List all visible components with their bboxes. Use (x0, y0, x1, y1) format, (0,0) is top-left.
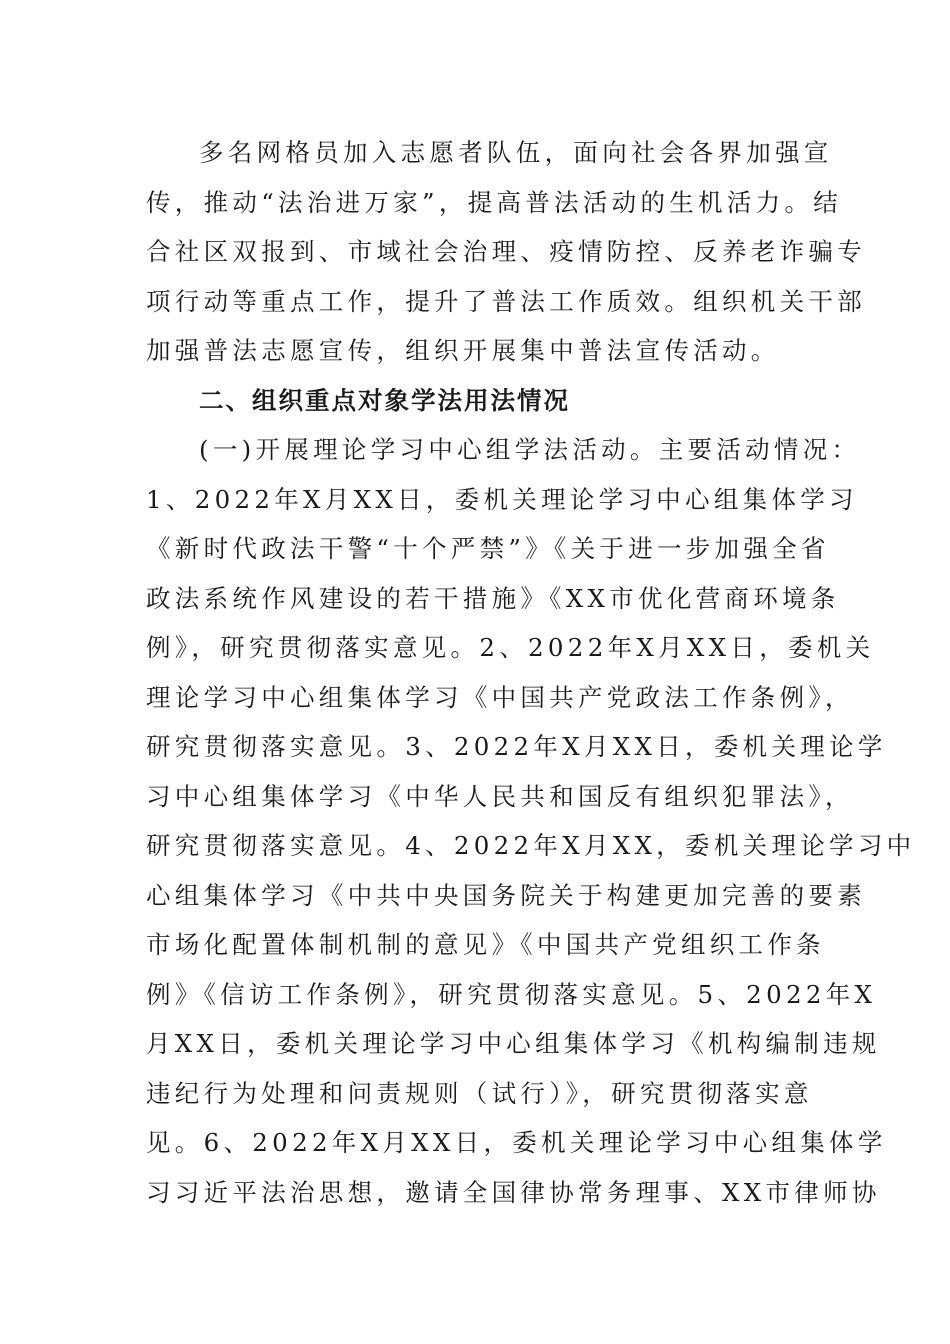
paragraph-line: 《新时代政法干警“十个严禁”》《关于进一步加强全省 (146, 534, 830, 563)
paragraph-line: 见。6、2022年X月XX日，委机关理论学习中心组集体学 (146, 1128, 887, 1157)
paragraph-line: 项行动等重点工作，提升了普法工作质效。组织机关干部 (146, 286, 866, 316)
subsection-heading: (一)开展理论学习中心组学法活动。主要活动情况： (199, 435, 861, 464)
section-heading: 二、组织重点对象学法用法情况 (199, 385, 570, 415)
paragraph-line: 政法系统作风建设的若干措施》《XX市优化营商环境条 (146, 583, 840, 613)
paragraph-line: 传，推动“法治进万家”，提高普法活动的生机活力。结 (146, 187, 843, 217)
paragraph-line: 习习近平法治思想，邀请全国律协常务理事、XX市律师协 (146, 1177, 881, 1207)
paragraph-line: 例》，研究贯彻落实意见。2、2022年X月XX日，委机关 (146, 633, 875, 662)
paragraph-line: 市场化配置体制机制的意见》《中国共产党组织工作条 (146, 930, 825, 959)
paragraph-line: 研究贯彻落实意见。3、2022年X月XX日，委机关理论学 (146, 732, 887, 761)
paragraph-line: 例》《信访工作条例》，研究贯彻落实意见。5、2022年X (146, 979, 877, 1009)
paragraph-line: 违纪行为处理和问责规则（试行）》，研究贯彻落实意 (146, 1078, 813, 1108)
paragraph-line: 多名网格员加入志愿者队伍，面向社会各界加强宣 (199, 138, 833, 167)
document-body (146, 128, 916, 1217)
paragraph-line: 1、2022年X月XX日，委机关理论学习中心组集体学习 (146, 484, 858, 514)
paragraph-line: 加强普法志愿宣传，组织开展集中普法宣传活动。 (146, 336, 780, 365)
paragraph-line: 理论学习中心组集体学习《中国共产党政法工作条例》， (146, 682, 854, 712)
paragraph-line: 月XX日，委机关理论学习中心组集体学习《机构编制违规 (146, 1029, 881, 1058)
paragraph-line: 合社区双报到、市域社会治理、疫情防控、反养老诈骗专 (146, 237, 866, 266)
paragraph-line: 习中心组集体学习《中华人民共和国反有组织犯罪法》， (146, 781, 854, 811)
paragraph-line: 研究贯彻落实意见。4、2022年X月XX，委机关理论学习中 (146, 831, 916, 860)
paragraph-line: 心组集体学习《中共中央国务院关于构建更加完善的要素 (146, 880, 866, 910)
